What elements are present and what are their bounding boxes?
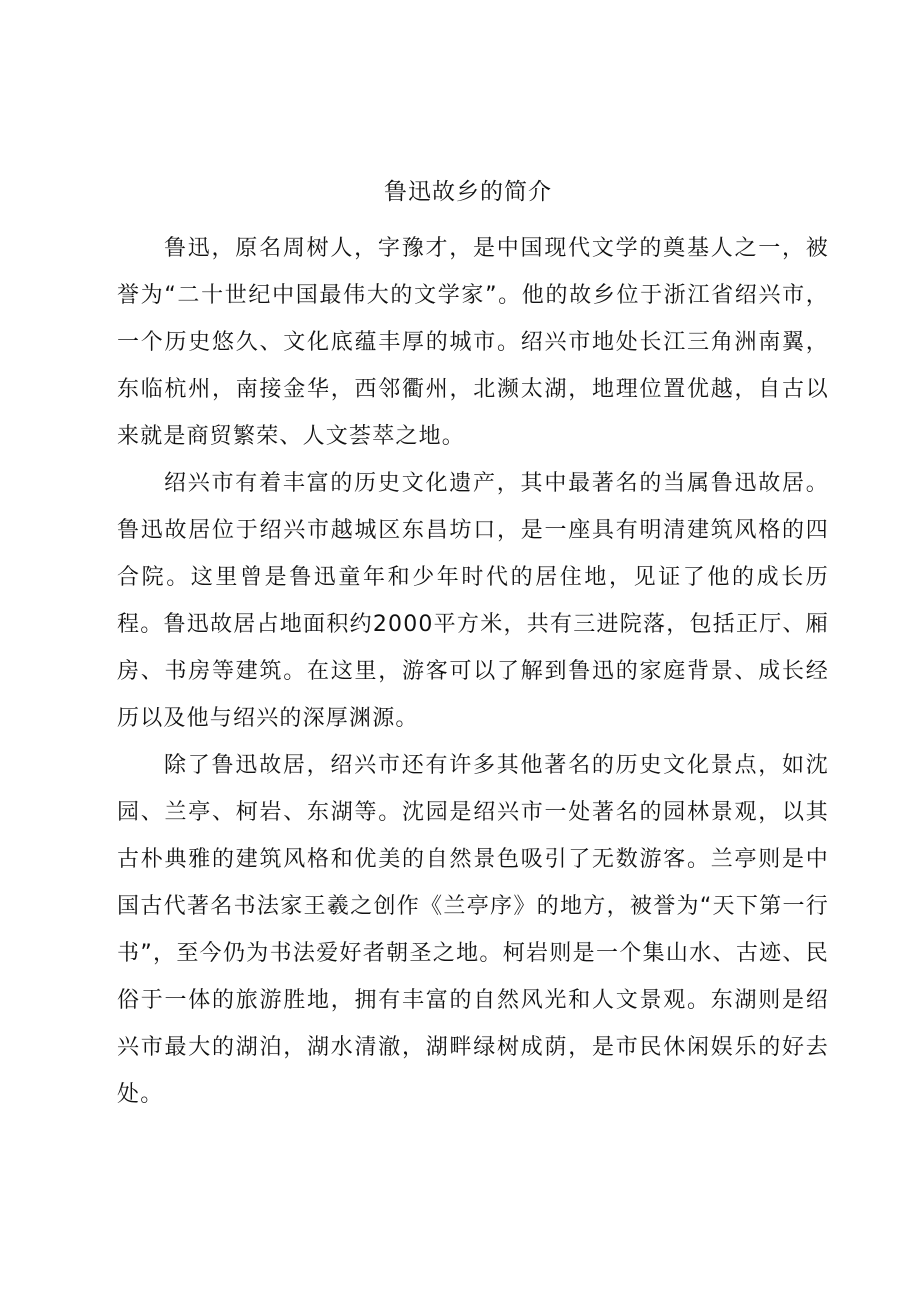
paragraph-3: 除了鲁迅故居，绍兴市还有许多其他著名的历史文化景点，如沈园、兰亭、柯岩、东湖等。沈园是绍兴市一处著名的园林景观，以其古朴典雅的建筑风格和优美的自然景色吸引了无数游客。兰亭则是中国古代著名书法家王羲之创作《兰亭序》的地方，被誉为“天下第一行书”，至今仍为书法爱好者朝圣之地。柯岩则是一个集山水、古迹、民俗于一体的旅游胜地，拥有丰富的自然风光和人文景观。东湖则是绍兴市最大的湖泊，湖水清澈，湖畔绿树成荫，是市民休闲娱乐的好去处。 — [117, 753, 829, 1107]
paragraph-2: 绍兴市有着丰富的历史文化遗产，其中最著名的当属鲁迅故居。鲁迅故居位于绍兴市越城区东昌坊口，是一座具有明清建筑风格的四合院。这里曾是鲁迅童年和少年时代的居住地，见证了他的成长历程。鲁迅故居占地面积约2000平方米，共有三进院落，包括正厅、厢房、书房等建筑。在这里，游客可以了解到鲁迅的家庭背景、成长经历以及他与绍兴的深厚渊源。 — [117, 471, 829, 731]
document-title: 鲁迅故乡的简介 — [384, 179, 552, 205]
paragraph-1: 鲁迅，原名周树人，字豫才，是中国现代文学的奠基人之一，被誉为“二十世纪中国最伟大的文学家”。他的故乡位于浙江省绍兴市，一个历史悠久、文化底蕴丰厚的城市。绍兴市地处长江三角洲南翼，东临杭州，南接金华，西邻衢州，北濒太湖，地理位置优越，自古以来就是商贸繁荣、人文荟萃之地。 — [117, 236, 829, 449]
document-body — [117, 225, 829, 1118]
